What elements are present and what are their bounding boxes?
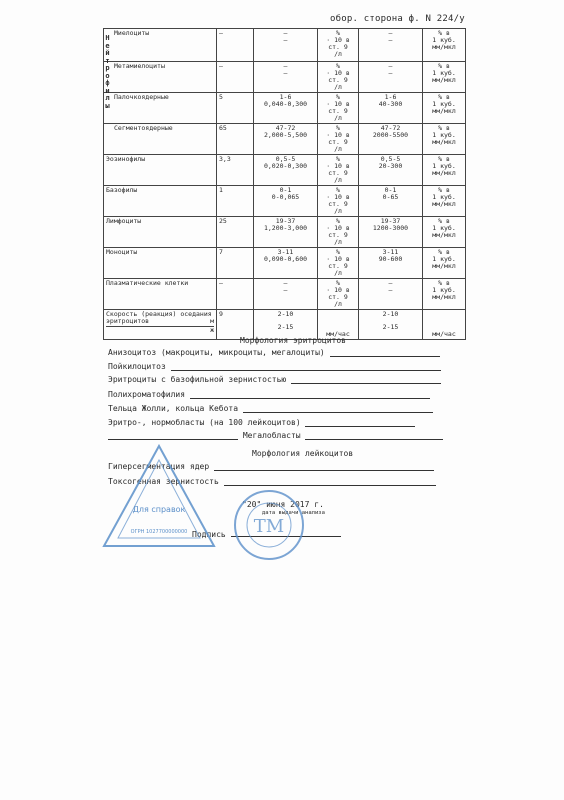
reference-range: 47-72 2,000-5,500 (254, 124, 318, 155)
round-stamp (232, 488, 306, 562)
analyte-value: 1 (217, 186, 254, 217)
unit: % · 10 в ст. 9 /л (318, 155, 359, 186)
analyte-value: – (217, 62, 254, 93)
reference-range-abs: 1-6 40-300 (359, 93, 423, 124)
reference-range: – – (254, 279, 318, 310)
erythro-line-normoblasts (108, 418, 415, 429)
fill-line (243, 404, 433, 413)
esr-sex-zh-cell (106, 326, 214, 334)
unit: % · 10 в ст. 9 /л (318, 279, 359, 310)
unit-abs: % в 1 куб. мм/мкл (423, 124, 466, 155)
blood-analysis-table (103, 28, 466, 340)
table-row (104, 155, 466, 186)
esr-norm-zh: 2-15 (277, 323, 294, 331)
analyte-name: Сегментоядерные (104, 124, 217, 155)
issue-date-caption: дата выдачи анализа (262, 510, 325, 516)
vertical-letter: е (105, 41, 110, 50)
vertical-letter: л (105, 94, 110, 102)
erythro-line-anisocytosis (108, 348, 440, 359)
vertical-letter: Н (105, 34, 110, 42)
analyte-name: Базофилы (104, 186, 217, 217)
reference-range-abs: 3-11 90-600 (359, 248, 423, 279)
esr-reference-abs (359, 310, 423, 340)
analyte-value: – (217, 279, 254, 310)
analyte-name: Миелоциты (104, 29, 217, 62)
fill-line (214, 462, 434, 471)
unit: % · 10 в ст. 9 /л (318, 62, 359, 93)
esr-norm-abs-m: 2-10 (382, 310, 399, 318)
unit-abs: % в 1 куб. мм/мкл (423, 248, 466, 279)
form-number-note: обор. сторона ф. N 224/у (330, 14, 465, 24)
erythro-item-label: Мегалобласты (242, 431, 301, 440)
analyte-name: Лимфоциты (104, 217, 217, 248)
reference-range-abs: – – (359, 279, 423, 310)
esr-unit: мм/час (318, 310, 359, 340)
round-stamp-text: ТМ (253, 516, 285, 537)
esr-reference (254, 310, 318, 340)
vertical-letter: ф (105, 79, 110, 87)
triangle-stamp (100, 442, 218, 550)
unit: % · 10 в ст. 9 /л (318, 29, 359, 62)
esr-sex-zh: ж (210, 326, 214, 334)
triangle-stamp-bottom: ОГРН 1027700000000 (130, 529, 188, 535)
table-row (104, 124, 466, 155)
analyte-value: 7 (217, 248, 254, 279)
fill-line (224, 477, 436, 486)
unit-abs: % в 1 куб. мм/мкл (423, 62, 466, 93)
vertical-letter: о (105, 71, 110, 80)
analyte-value: 65 (217, 124, 254, 155)
unit-abs: % в 1 куб. мм/мкл (423, 279, 466, 310)
reference-range: 0,5-5 0,020-0,300 (254, 155, 318, 186)
leuko-item-label: Токсогенная зернистость (108, 477, 219, 486)
table-row (104, 186, 466, 217)
unit: % · 10 в ст. 9 /л (318, 124, 359, 155)
vertical-letter: т (105, 56, 110, 65)
unit: % · 10 в ст. 9 /л (318, 93, 359, 124)
unit-abs: % в 1 куб. мм/мкл (423, 186, 466, 217)
leuko-morphology-title: Морфология лейкоцитов (252, 449, 354, 458)
esr-norm-m: 2-10 (277, 310, 294, 318)
erythro-line-megaloblasts (108, 431, 443, 442)
esr-unit-abs: мм/час (423, 310, 466, 340)
reference-range-abs: 19-37 1200-3000 (359, 217, 423, 248)
vertical-letter: ы (105, 101, 110, 110)
triangle-stamp-text: Для справок (132, 505, 186, 514)
reference-range: – – (254, 29, 318, 62)
unit: % · 10 в ст. 9 /л (318, 217, 359, 248)
reference-range: 1-6 0,040-0,300 (254, 93, 318, 124)
esr-name (104, 310, 217, 340)
analyte-value: 3,3 (217, 155, 254, 186)
erythro-item-label: Полихроматофилия (108, 390, 186, 399)
table-row (104, 217, 466, 248)
analyte-name: Палочкоядерные (104, 93, 217, 124)
esr-norm-abs-zh: 2-15 (382, 323, 399, 331)
table-row (104, 279, 466, 310)
table-row (104, 93, 466, 124)
erythro-line-polychromatophilia (108, 390, 430, 401)
signature-label: Подпись (192, 530, 226, 539)
table-row (104, 29, 466, 62)
erythro-line-poikilocytosis (108, 362, 441, 373)
unit-abs: % в 1 куб. мм/мкл (423, 93, 466, 124)
erythro-morphology-title: Морфология эритроцитов (240, 336, 346, 345)
esr-sex-m: м (210, 317, 214, 325)
issue-date: "20" июня 2017 г. (242, 500, 324, 509)
unit-abs: % в 1 куб. мм/мкл (423, 155, 466, 186)
erythro-item-label: Эритроциты с базофильной зернистостью (108, 375, 287, 384)
erythro-line-basophilic (108, 375, 441, 386)
reference-range: 19-37 1,200-3,000 (254, 217, 318, 248)
erythro-item-label: Тельца Жолли, кольца Кебота (108, 404, 239, 413)
table-row (104, 62, 466, 93)
leuko-item-label: Гиперсегментация ядер (108, 462, 210, 471)
fill-line (108, 431, 238, 440)
reference-range: 0-1 0-0,065 (254, 186, 318, 217)
erythro-line-jolly (108, 404, 433, 415)
fill-line (190, 390, 430, 399)
reference-range-abs: – – (359, 29, 423, 62)
erythro-item-label: Анизоцитоз (макроциты, микроциты, мегалоциты) (108, 348, 325, 357)
vertical-letter: й (105, 49, 110, 57)
unit: % · 10 в ст. 9 /л (318, 248, 359, 279)
reference-range: 3-11 0,090-0,600 (254, 248, 318, 279)
analyte-value: 25 (217, 217, 254, 248)
fill-line (171, 362, 441, 371)
reference-range-abs: 0,5-5 20-300 (359, 155, 423, 186)
esr-value: 9 (217, 310, 254, 340)
fill-line (291, 375, 441, 384)
reference-range-abs: 47-72 2000-5500 (359, 124, 423, 155)
neutrophils-vertical-label (104, 35, 111, 110)
erythro-item-label: Пойкилоцитоз (108, 362, 166, 371)
analyte-name: Метамиелоциты (104, 62, 217, 93)
fill-line (305, 431, 443, 440)
reference-range: – – (254, 62, 318, 93)
unit: % · 10 в ст. 9 /л (318, 186, 359, 217)
analyte-value: 5 (217, 93, 254, 124)
table-row-esr (104, 310, 466, 340)
analyte-value: – (217, 29, 254, 62)
reference-range-abs: 0-1 0-65 (359, 186, 423, 217)
esr-label: Скорость (реакция) оседания эритроцитов (106, 310, 212, 325)
vertical-letter: р (105, 64, 110, 72)
reference-range-abs: – – (359, 62, 423, 93)
vertical-letter: и (105, 86, 110, 95)
analyte-name: Моноциты (104, 248, 217, 279)
fill-line (330, 348, 440, 357)
unit-abs: % в 1 куб. мм/мкл (423, 29, 466, 62)
erythro-item-label: Эритро-, нормобласты (на 100 лейкоцитов) (108, 418, 301, 427)
analyte-name: Эозинофилы (104, 155, 217, 186)
fill-line (305, 418, 415, 427)
table-row (104, 248, 466, 279)
unit-abs: % в 1 куб. мм/мкл (423, 217, 466, 248)
analyte-name: Плазматические клетки (104, 279, 217, 310)
